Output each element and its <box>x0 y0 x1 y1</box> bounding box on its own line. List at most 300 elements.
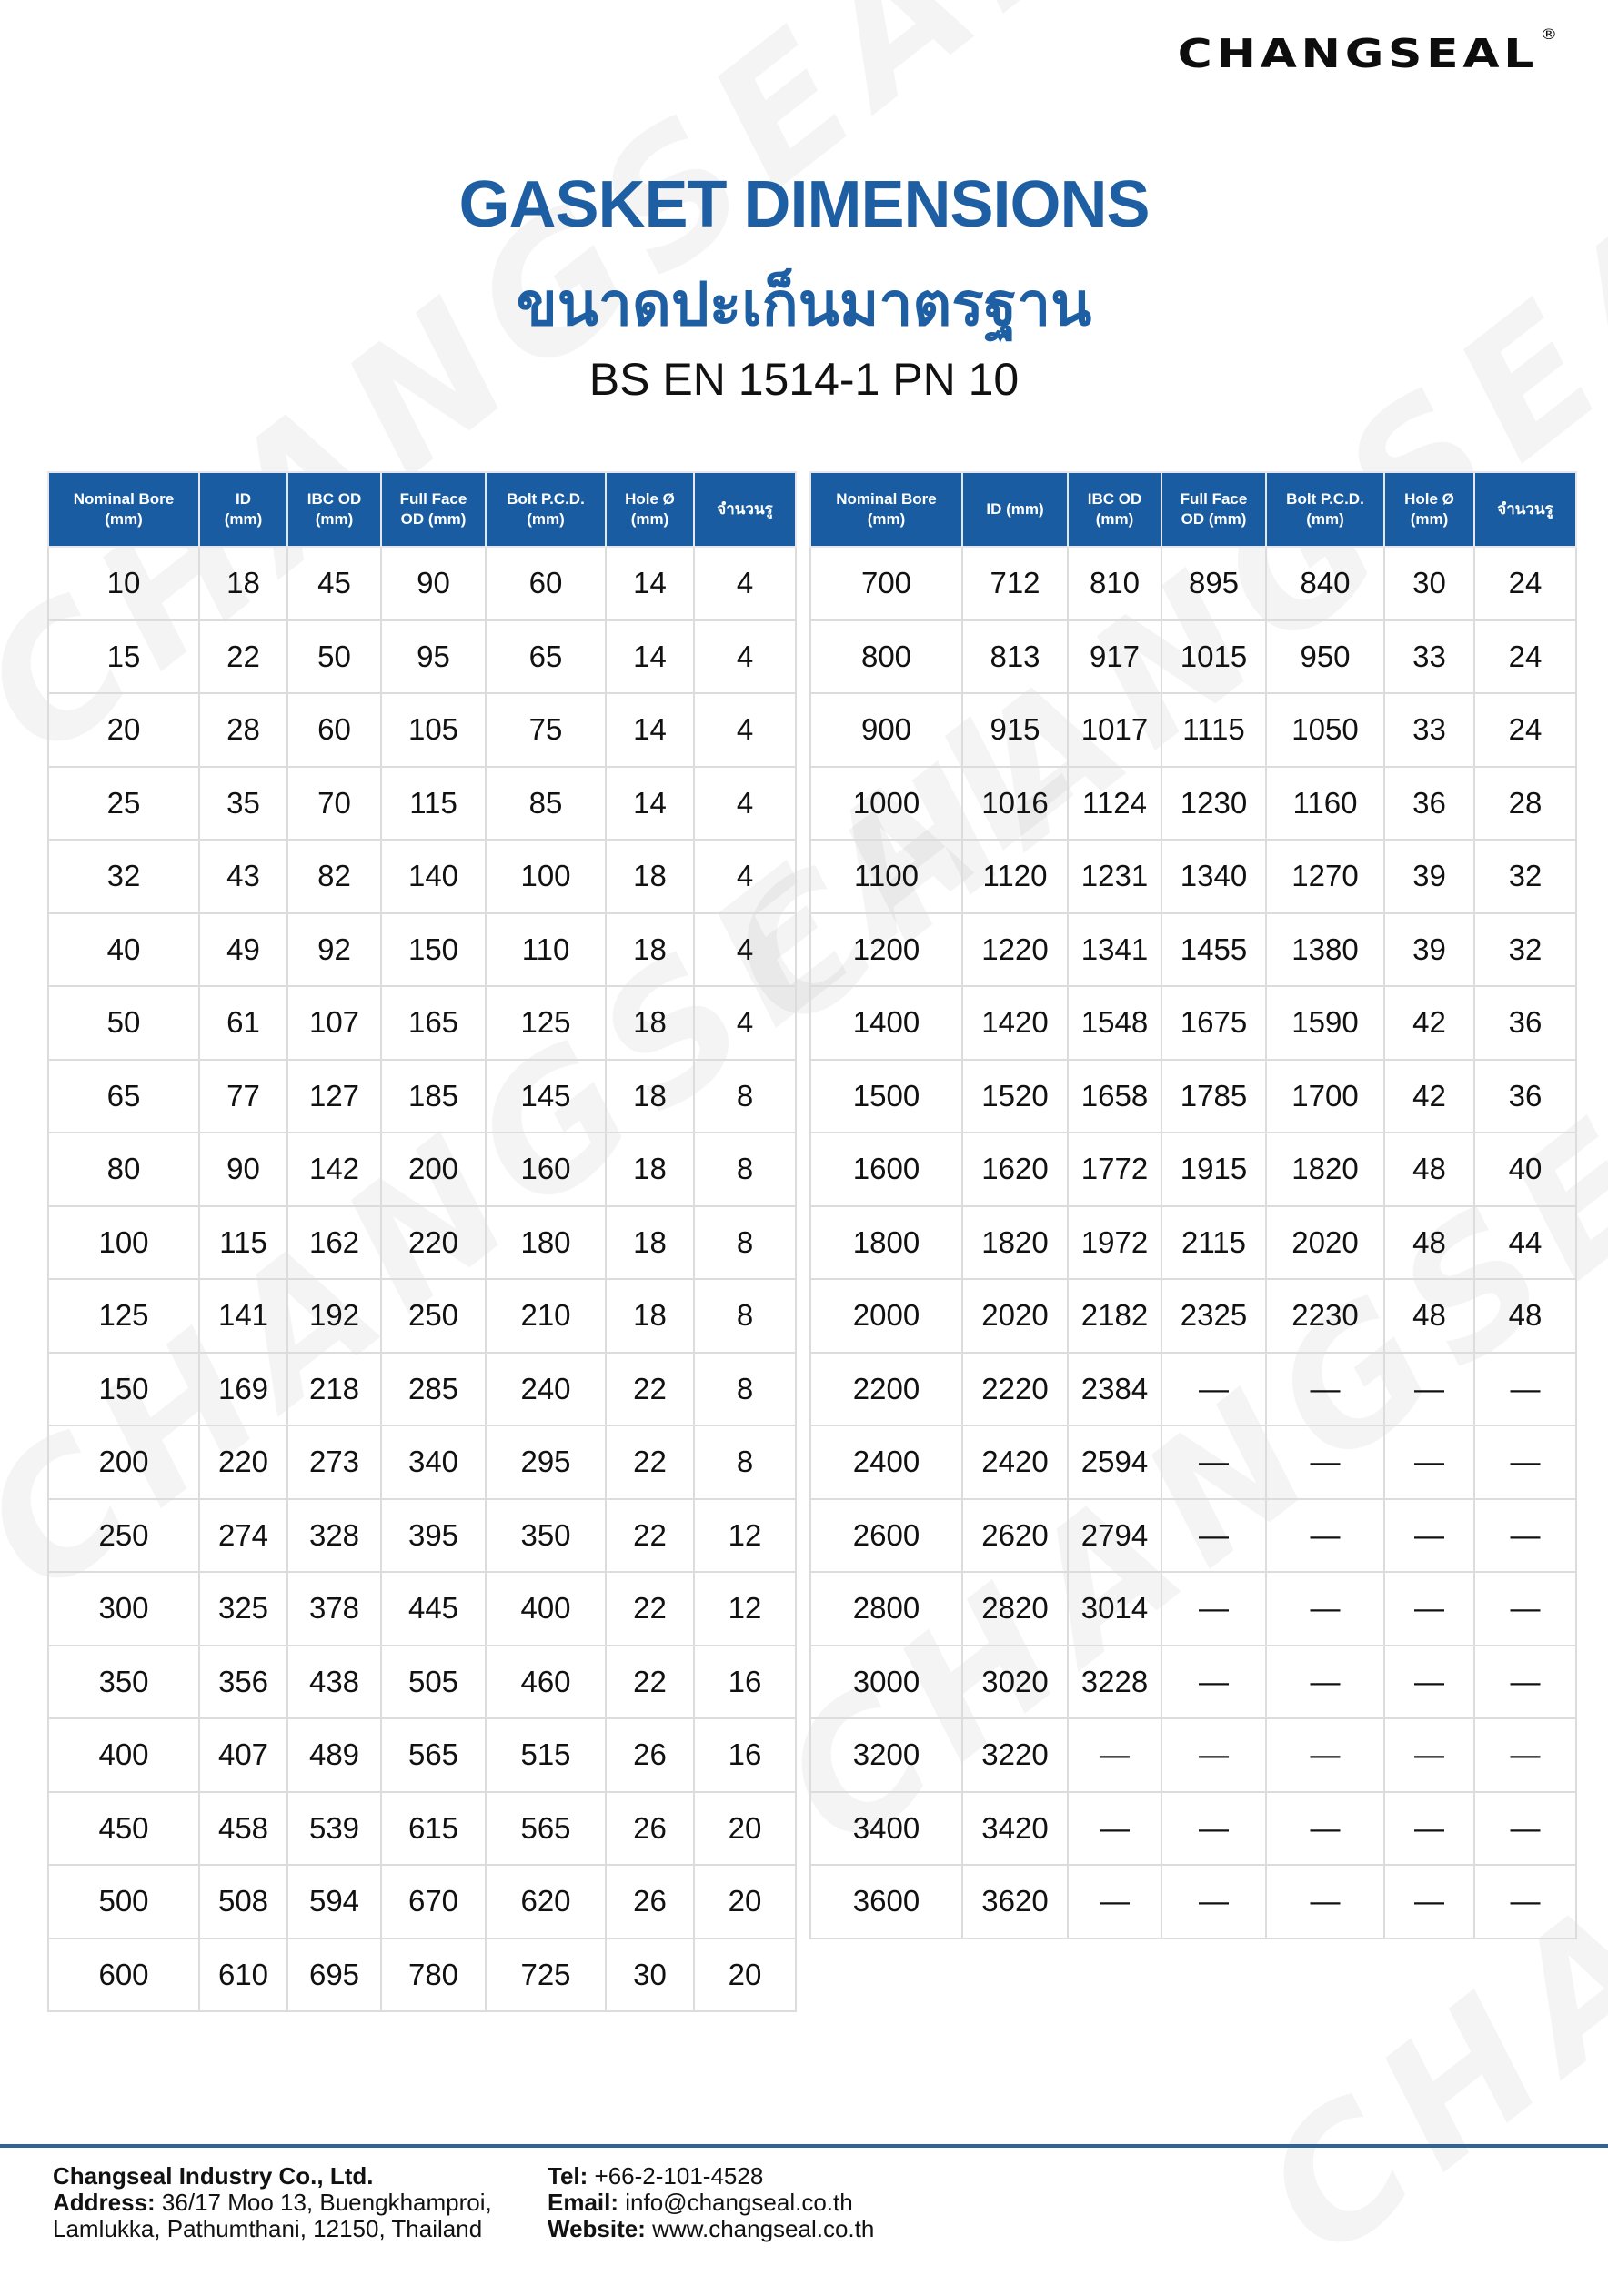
table-cell: 107 <box>287 986 381 1060</box>
table-cell: 61 <box>199 986 287 1060</box>
column-header <box>606 472 694 547</box>
table-cell: — <box>1068 1792 1161 1866</box>
table-cell: 18 <box>606 986 694 1060</box>
table-cell: 22 <box>606 1425 694 1499</box>
table-cell: 40 <box>1474 1133 1576 1206</box>
table-row <box>810 1499 1576 1573</box>
table-cell: 36 <box>1474 1060 1576 1133</box>
table-cell: 33 <box>1384 693 1474 767</box>
table-cell: — <box>1384 1572 1474 1646</box>
table-cell: 300 <box>48 1572 199 1646</box>
table-cell: 4 <box>694 913 796 987</box>
table-cell: 2230 <box>1266 1279 1384 1353</box>
table-cell: 489 <box>287 1718 381 1792</box>
table-cell: 1120 <box>962 840 1068 913</box>
table-cell: 1230 <box>1161 767 1266 841</box>
column-header <box>694 472 796 547</box>
table-cell: 14 <box>606 547 694 620</box>
table-cell: 1548 <box>1068 986 1161 1060</box>
table-cell: 3200 <box>810 1718 962 1792</box>
table-cell: 2182 <box>1068 1279 1161 1353</box>
table-cell: — <box>1068 1865 1161 1939</box>
table-cell: — <box>1161 1499 1266 1573</box>
column-header <box>486 472 606 547</box>
table-cell: 458 <box>199 1792 287 1866</box>
table-cell: 1972 <box>1068 1206 1161 1280</box>
website-link[interactable]: www.changseal.co.th <box>645 2215 875 2242</box>
table-cell: — <box>1266 1792 1384 1866</box>
table-cell: 565 <box>486 1792 606 1866</box>
table-cell: — <box>1266 1718 1384 1792</box>
table-cell: 1620 <box>962 1133 1068 1206</box>
table-cell: 615 <box>381 1792 486 1866</box>
table-cell: — <box>1474 1865 1576 1939</box>
table-cell: 22 <box>606 1572 694 1646</box>
table-row <box>810 693 1576 767</box>
table-body <box>810 547 1576 1939</box>
registered-mark: ® <box>1540 25 1558 43</box>
table-row <box>48 1060 796 1133</box>
table-cell: 32 <box>1474 913 1576 987</box>
column-header <box>287 472 381 547</box>
email-link[interactable]: info@changseal.co.th <box>618 2189 853 2216</box>
table-cell: — <box>1384 1865 1474 1939</box>
table-cell: 407 <box>199 1718 287 1792</box>
table-cell: 12 <box>694 1499 796 1573</box>
table-cell: 80 <box>48 1133 199 1206</box>
table-cell: 10 <box>48 547 199 620</box>
table-cell: 4 <box>694 620 796 694</box>
table-cell: 670 <box>381 1865 486 1939</box>
table-cell: 1772 <box>1068 1133 1161 1206</box>
table-row <box>810 1060 1576 1133</box>
table-cell: 620 <box>486 1865 606 1939</box>
table-cell: 14 <box>606 620 694 694</box>
column-header-label: (mm) <box>224 510 263 528</box>
table-cell: 2620 <box>962 1499 1068 1573</box>
table-cell: 200 <box>48 1425 199 1499</box>
table-cell: 4 <box>694 693 796 767</box>
column-header <box>962 472 1068 547</box>
table-cell: 3620 <box>962 1865 1068 1939</box>
table-cell: 1590 <box>1266 986 1384 1060</box>
table-cell: 1520 <box>962 1060 1068 1133</box>
table-cell: 240 <box>486 1353 606 1426</box>
column-header-label: Full Face <box>399 490 467 508</box>
table-cell: 1050 <box>1266 693 1384 767</box>
column-header-label: ID (mm) <box>986 500 1044 518</box>
table-cell: 780 <box>381 1939 486 2012</box>
table-row <box>48 1646 796 1719</box>
column-header <box>1161 472 1266 547</box>
table-cell: — <box>1474 1792 1576 1866</box>
table-row <box>810 913 1576 987</box>
table-cell: 1341 <box>1068 913 1161 987</box>
table-cell: — <box>1161 1425 1266 1499</box>
table-cell: 30 <box>1384 547 1474 620</box>
table-cell: 18 <box>606 1060 694 1133</box>
table-cell: 65 <box>48 1060 199 1133</box>
footer-company-info <box>53 2163 492 2242</box>
table-cell: 600 <box>48 1939 199 2012</box>
table-cell: 145 <box>486 1060 606 1133</box>
table-cell: 20 <box>694 1939 796 2012</box>
column-header-label: (mm) <box>527 510 565 528</box>
tel-value: +66-2-101-4528 <box>588 2162 764 2190</box>
address-line1: 36/17 Moo 13, Buengkhamproi, <box>155 2189 492 2216</box>
table-row <box>810 1572 1576 1646</box>
table-cell: — <box>1266 1572 1384 1646</box>
table-cell: 610 <box>199 1939 287 2012</box>
table-cell: 2594 <box>1068 1425 1161 1499</box>
table-cell: 150 <box>381 913 486 987</box>
table-cell: 917 <box>1068 620 1161 694</box>
table-cell: 22 <box>199 620 287 694</box>
table-cell: 1160 <box>1266 767 1384 841</box>
table-cell: 356 <box>199 1646 287 1719</box>
table-row <box>48 913 796 987</box>
address-label: Address: <box>53 2189 156 2216</box>
table-cell: 1800 <box>810 1206 962 1280</box>
table-cell: — <box>1161 1792 1266 1866</box>
table-cell: 220 <box>381 1206 486 1280</box>
table-cell: 1500 <box>810 1060 962 1133</box>
table-cell: 3220 <box>962 1718 1068 1792</box>
table-cell: 695 <box>287 1939 381 2012</box>
table-cell: 90 <box>199 1133 287 1206</box>
table-cell: 515 <box>486 1718 606 1792</box>
table-cell: 42 <box>1384 1060 1474 1133</box>
table-row <box>810 1206 1576 1280</box>
table-cell: 1675 <box>1161 986 1266 1060</box>
table-cell: 60 <box>287 693 381 767</box>
table-cell: 82 <box>287 840 381 913</box>
table-cell: 36 <box>1384 767 1474 841</box>
table-cell: 2384 <box>1068 1353 1161 1426</box>
table-cell: 295 <box>486 1425 606 1499</box>
table-cell: 210 <box>486 1279 606 1353</box>
table-cell: 8 <box>694 1206 796 1280</box>
website-label: Website: <box>548 2215 646 2242</box>
table-cell: 1015 <box>1161 620 1266 694</box>
table-cell: 160 <box>486 1133 606 1206</box>
table-cell: 810 <box>1068 547 1161 620</box>
footer-divider <box>0 2144 1608 2148</box>
table-cell: 100 <box>486 840 606 913</box>
table-cell: 110 <box>486 913 606 987</box>
table-cell: 141 <box>199 1279 287 1353</box>
table-cell: 395 <box>381 1499 486 1573</box>
table-row <box>48 1718 796 1792</box>
table-cell: 50 <box>48 986 199 1060</box>
table-cell: 4 <box>694 767 796 841</box>
table-cell: 1785 <box>1161 1060 1266 1133</box>
table-cell: 75 <box>486 693 606 767</box>
table-cell: 18 <box>606 840 694 913</box>
table-cell: 1658 <box>1068 1060 1161 1133</box>
table-cell: 48 <box>1384 1133 1474 1206</box>
table-row <box>810 547 1576 620</box>
table-cell: 162 <box>287 1206 381 1280</box>
table-cell: 18 <box>606 1206 694 1280</box>
dimensions-table-right <box>809 471 1577 1939</box>
table-cell: 895 <box>1161 547 1266 620</box>
table-row <box>48 620 796 694</box>
table-row <box>810 1792 1576 1866</box>
table-cell: 50 <box>287 620 381 694</box>
table-cell: 325 <box>199 1572 287 1646</box>
table-cell: 900 <box>810 693 962 767</box>
table-cell: 218 <box>287 1353 381 1426</box>
table-cell: 712 <box>962 547 1068 620</box>
table-cell: 39 <box>1384 913 1474 987</box>
table-row <box>48 1279 796 1353</box>
table-cell: 18 <box>606 1279 694 1353</box>
table-cell: 1455 <box>1161 913 1266 987</box>
table-cell: 22 <box>606 1353 694 1426</box>
table-cell: 24 <box>1474 693 1576 767</box>
table-cell: 60 <box>486 547 606 620</box>
logo-text: CHANGSEAL <box>1177 31 1539 77</box>
table-cell: 14 <box>606 767 694 841</box>
page-title: GASKET DIMENSIONS <box>458 168 1150 241</box>
table-cell: 28 <box>1474 767 1576 841</box>
table-cell: — <box>1161 1718 1266 1792</box>
column-header-label: (mm) <box>315 510 354 528</box>
table-cell: 33 <box>1384 620 1474 694</box>
table-cell: 24 <box>1474 620 1576 694</box>
table-cell: — <box>1266 1425 1384 1499</box>
table-cell: 8 <box>694 1060 796 1133</box>
brand-logo <box>1177 25 1558 77</box>
table-cell: 508 <box>199 1865 287 1939</box>
column-header-label: (mm) <box>105 510 143 528</box>
table-cell: 2600 <box>810 1499 962 1573</box>
table-cell: 14 <box>606 693 694 767</box>
table-cell: 700 <box>810 547 962 620</box>
table-cell: 30 <box>606 1939 694 2012</box>
table-cell: 150 <box>48 1353 199 1426</box>
table-cell: 20 <box>48 693 199 767</box>
table-cell: 1820 <box>1266 1133 1384 1206</box>
column-header-label: Hole Ø <box>1404 490 1454 508</box>
table-cell: 48 <box>1384 1206 1474 1280</box>
table-cell: 142 <box>287 1133 381 1206</box>
table-cell: 328 <box>287 1499 381 1573</box>
table-cell: 350 <box>48 1646 199 1719</box>
table-cell: 400 <box>486 1572 606 1646</box>
table-cell: 2420 <box>962 1425 1068 1499</box>
table-cell: 169 <box>199 1353 287 1426</box>
dimensions-table-left <box>47 471 797 2012</box>
table-cell: 200 <box>381 1133 486 1206</box>
table-cell: 340 <box>381 1425 486 1499</box>
table-cell: 3400 <box>810 1792 962 1866</box>
company-name: Changseal Industry Co., Ltd. <box>53 2162 374 2190</box>
table-cell: — <box>1266 1865 1384 1939</box>
table-cell: 1340 <box>1161 840 1266 913</box>
table-cell: 42 <box>1384 986 1474 1060</box>
table-cell: 3014 <box>1068 1572 1161 1646</box>
table-cell: 1124 <box>1068 767 1161 841</box>
table-cell: 2020 <box>1266 1206 1384 1280</box>
table-cell: 1100 <box>810 840 962 913</box>
table-row <box>48 547 796 620</box>
column-header <box>48 472 199 547</box>
table-cell: 539 <box>287 1792 381 1866</box>
table-row <box>48 1572 796 1646</box>
table-cell: 3600 <box>810 1865 962 1939</box>
column-header <box>1474 472 1576 547</box>
table-cell: 28 <box>199 693 287 767</box>
table-cell: — <box>1474 1646 1576 1719</box>
table-cell: — <box>1384 1425 1474 1499</box>
column-header <box>381 472 486 547</box>
table-cell: 1600 <box>810 1133 962 1206</box>
table-cell: — <box>1384 1792 1474 1866</box>
table-cell: 3020 <box>962 1646 1068 1719</box>
table-cell: 2220 <box>962 1353 1068 1426</box>
column-header-label: Nominal Bore <box>836 490 937 508</box>
table-cell: 26 <box>606 1718 694 1792</box>
table-cell: 3420 <box>962 1792 1068 1866</box>
table-row <box>48 986 796 1060</box>
table-cell: 505 <box>381 1646 486 1719</box>
table-cell: 8 <box>694 1353 796 1426</box>
table-cell: 49 <box>199 913 287 987</box>
table-cell: 115 <box>381 767 486 841</box>
table-cell: 1915 <box>1161 1133 1266 1206</box>
table-cell: 43 <box>199 840 287 913</box>
table-cell: 125 <box>48 1279 199 1353</box>
table-cell: — <box>1266 1499 1384 1573</box>
table-cell: 16 <box>694 1718 796 1792</box>
table-cell: 2020 <box>962 1279 1068 1353</box>
table-cell: 16 <box>694 1646 796 1719</box>
table-cell: 460 <box>486 1646 606 1719</box>
footer-contact-info <box>548 2163 874 2242</box>
table-cell: 105 <box>381 693 486 767</box>
email-label: Email: <box>548 2189 619 2216</box>
table-cell: 250 <box>381 1279 486 1353</box>
table-cell: 1420 <box>962 986 1068 1060</box>
table-cell: 8 <box>694 1425 796 1499</box>
table-row <box>810 1718 1576 1792</box>
table-cell: 1016 <box>962 767 1068 841</box>
table-cell: 140 <box>381 840 486 913</box>
table-cell: 350 <box>486 1499 606 1573</box>
column-header <box>199 472 287 547</box>
table-cell: 450 <box>48 1792 199 1866</box>
table-row <box>48 767 796 841</box>
table-cell: 438 <box>287 1646 381 1719</box>
table-cell: — <box>1161 1353 1266 1426</box>
column-header-label: (mm) <box>1410 510 1449 528</box>
table-cell: 445 <box>381 1572 486 1646</box>
table-row <box>48 1425 796 1499</box>
column-header-label: จำนวนรู <box>1497 500 1553 518</box>
table-cell: 273 <box>287 1425 381 1499</box>
table-cell: 90 <box>381 547 486 620</box>
table-cell: 594 <box>287 1865 381 1939</box>
table-cell: 725 <box>486 1939 606 2012</box>
table-cell: 20 <box>694 1865 796 1939</box>
table-header <box>48 472 796 547</box>
table-cell: 44 <box>1474 1206 1576 1280</box>
table-row <box>810 767 1576 841</box>
table-cell: 2000 <box>810 1279 962 1353</box>
table-cell: 1220 <box>962 913 1068 987</box>
table-cell: 26 <box>606 1792 694 1866</box>
table-cell: 3228 <box>1068 1646 1161 1719</box>
table-cell: 2115 <box>1161 1206 1266 1280</box>
table-cell: — <box>1384 1718 1474 1792</box>
table-row <box>810 620 1576 694</box>
table-cell: 4 <box>694 986 796 1060</box>
table-cell: 400 <box>48 1718 199 1792</box>
table-cell: 2200 <box>810 1353 962 1426</box>
column-header-label: ID <box>236 490 251 508</box>
table-row <box>48 1133 796 1206</box>
table-row <box>48 1865 796 1939</box>
table-cell: 12 <box>694 1572 796 1646</box>
table-cell: — <box>1161 1646 1266 1719</box>
table-cell: 1000 <box>810 767 962 841</box>
table-cell: — <box>1161 1572 1266 1646</box>
table-cell: — <box>1384 1499 1474 1573</box>
column-header-label: IBC OD <box>1087 490 1142 508</box>
table-row <box>810 1279 1576 1353</box>
table-cell: 40 <box>48 913 199 987</box>
table-cell: 39 <box>1384 840 1474 913</box>
page-title-thai: ขนาดปะเก็นมาตรฐาน <box>516 269 1092 339</box>
table-cell: 77 <box>199 1060 287 1133</box>
table-cell: — <box>1474 1572 1576 1646</box>
column-header-label: (mm) <box>1095 510 1134 528</box>
table-cell: 1115 <box>1161 693 1266 767</box>
table-cell: 565 <box>381 1718 486 1792</box>
table-cell: 35 <box>199 767 287 841</box>
table-row <box>810 1133 1576 1206</box>
table-cell: 8 <box>694 1133 796 1206</box>
table-row <box>48 840 796 913</box>
column-header-label: (mm) <box>867 510 906 528</box>
column-header <box>1266 472 1384 547</box>
table-cell: 48 <box>1474 1279 1576 1353</box>
table-row <box>48 693 796 767</box>
table-cell: 70 <box>287 767 381 841</box>
table-cell: 115 <box>199 1206 287 1280</box>
tel-label: Tel: <box>548 2162 588 2190</box>
table-cell: — <box>1266 1353 1384 1426</box>
column-header <box>810 472 962 547</box>
table-cell: 285 <box>381 1353 486 1426</box>
column-header-label: (mm) <box>1306 510 1344 528</box>
table-cell: 2794 <box>1068 1499 1161 1573</box>
table-cell: 4 <box>694 840 796 913</box>
table-cell: 100 <box>48 1206 199 1280</box>
table-cell: 1380 <box>1266 913 1384 987</box>
column-header <box>1068 472 1161 547</box>
table-cell: 1270 <box>1266 840 1384 913</box>
table-cell: — <box>1474 1425 1576 1499</box>
table-row <box>48 1792 796 1866</box>
table-cell: 915 <box>962 693 1068 767</box>
table-row <box>810 1425 1576 1499</box>
table-cell: 85 <box>486 767 606 841</box>
table-cell: 127 <box>287 1060 381 1133</box>
column-header-label: Bolt P.C.D. <box>507 490 585 508</box>
